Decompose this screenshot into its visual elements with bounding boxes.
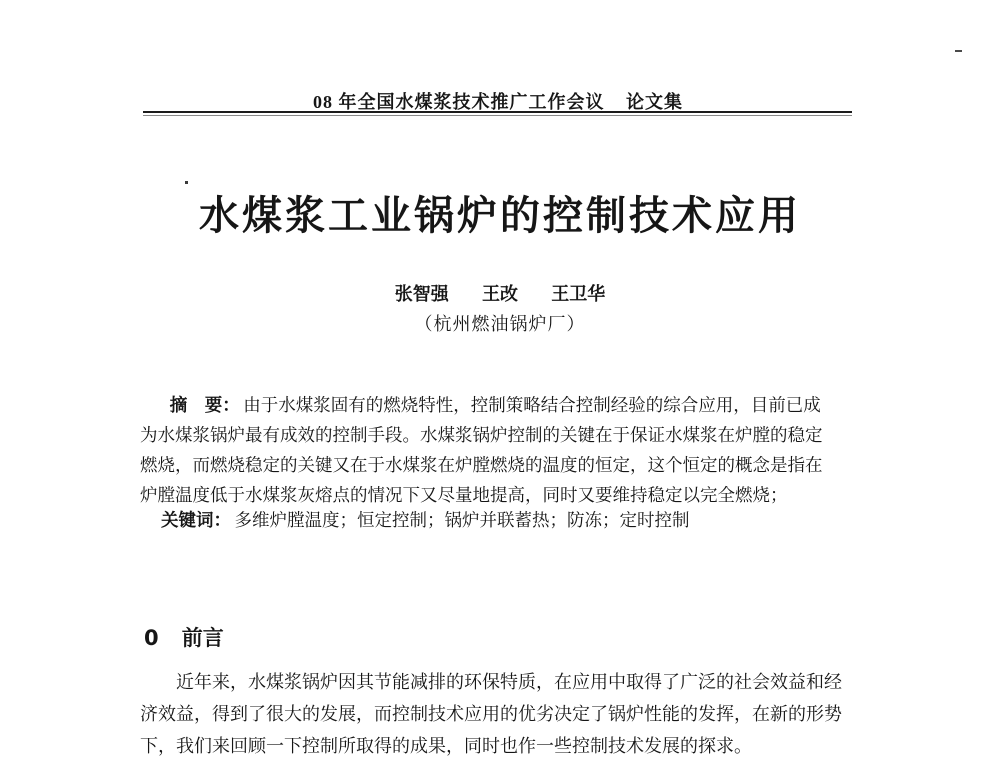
intro-paragraph (140, 666, 860, 760)
intro-line-1: 近年来，水煤浆锅炉因其节能减排的环保特质，在应用中取得了广泛的社会效益和经 (176, 672, 842, 692)
abstract-line-3: 燃烧，而燃烧稳定的关键又在于水煤浆在炉膛燃烧的温度的恒定，这个恒定的概念是指在 (140, 455, 823, 475)
scan-speck-icon (185, 181, 188, 184)
author-2: 王改 (482, 284, 518, 304)
scan-speck-icon (955, 50, 962, 52)
abstract (140, 390, 860, 510)
section-number: 0 (144, 626, 159, 650)
author-1: 张智强 (394, 284, 449, 304)
section-title: 前言 (181, 626, 224, 650)
abstract-line-4: 炉膛温度低于水煤浆灰熔点的情况下又尽量地提高，同时又要维持稳定以完全燃烧； (140, 485, 788, 505)
abstract-line-1-text: 由于水煤浆固有的燃烧特性，控制策略结合控制经验的综合应用，目前已成 (243, 395, 821, 415)
abstract-label: 摘 要： (169, 395, 240, 415)
header-rule (143, 111, 852, 116)
intro-line-3: 下，我们来回顾一下控制所取得的成果，同时也作一些控制技术发展的探求。 (140, 736, 752, 756)
abstract-line-1 (140, 390, 860, 420)
author-line (0, 280, 1000, 306)
abstract-line-2: 为水煤浆锅炉最有成效的控制手段。水煤浆锅炉控制的关键在于保证水煤浆在炉膛的稳定 (140, 425, 823, 445)
running-head-collection: 论文集 (626, 92, 684, 112)
keywords-label: 关键词： (161, 510, 231, 530)
intro-line-2: 济效益，得到了很大的发展，而控制技术应用的优劣决定了锅炉性能的发挥，在新的形势 (140, 704, 842, 724)
paper-title: 水煤浆工业锅炉的控制技术应用 (199, 193, 801, 239)
keywords (140, 505, 860, 535)
affiliation: （杭州燃油锅炉厂） (414, 314, 586, 334)
running-head-conference: 08 年全国水煤浆技术推广工作会议 (312, 92, 605, 112)
author-3: 王卫华 (551, 284, 606, 304)
keywords-text: 多维炉膛温度；恒定控制；锅炉并联蓄热；防冻；定时控制 (234, 510, 690, 530)
section-heading (144, 622, 224, 652)
